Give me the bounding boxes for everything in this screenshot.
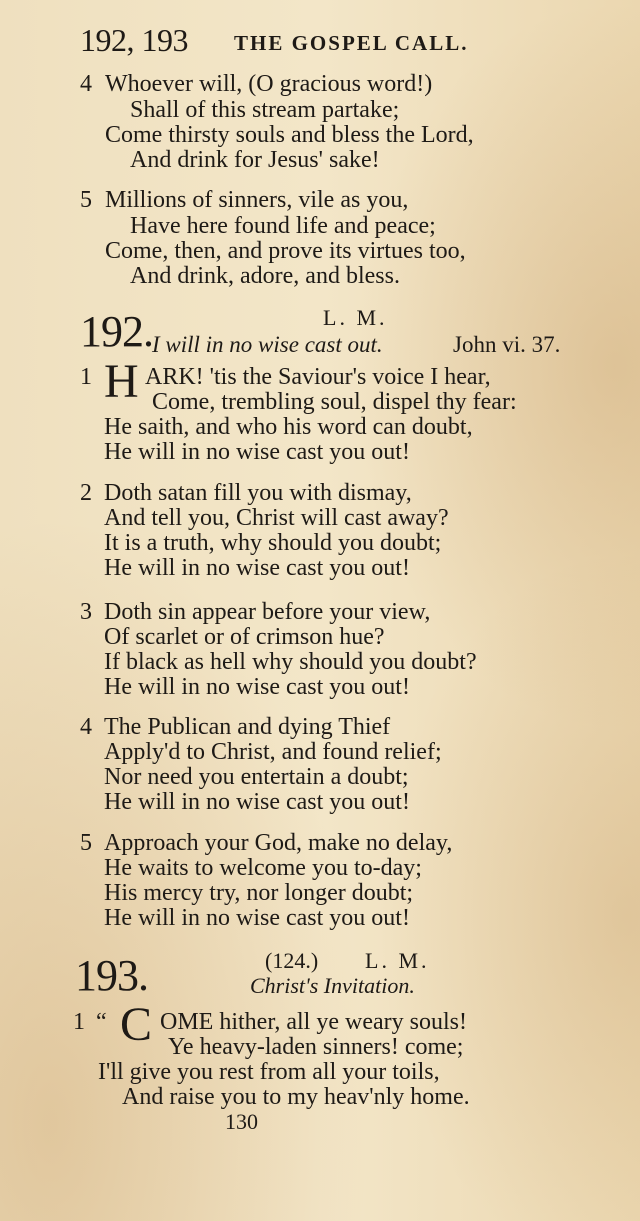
verse-line: Nor need you entertain a doubt; (104, 764, 409, 790)
verse-line: Doth sin appear before your view, (104, 599, 431, 625)
header-hymn-numbers: 192, 193 (80, 22, 188, 58)
running-header (80, 22, 600, 62)
verse-line: Have here found life and peace; (130, 213, 436, 239)
verse-line: Approach your God, make no delay, (104, 830, 453, 856)
hymn-subtitle: Christ's Invitation. (250, 973, 415, 998)
verse-line: He will in no wise cast you out! (104, 789, 410, 815)
verse-line: His mercy try, nor longer doubt; (104, 880, 414, 906)
verse-line: I'll give you rest from all your toils, (98, 1059, 440, 1085)
verse-line: ARK! 'tis the Saviour's voice I hear, (145, 364, 491, 390)
header-title: THE GOSPEL CALL. (234, 31, 469, 55)
open-quote: “ (96, 1009, 107, 1035)
verse-line: The Publican and dying Thief (104, 714, 391, 740)
verse-line: Come thirsty souls and bless the Lord, (105, 122, 474, 148)
verse-line: OME hither, all ye weary souls! (160, 1009, 467, 1035)
verse-line: Doth satan fill you with dismay, (104, 480, 412, 506)
verse-line: Come, trembling soul, dispel thy fear: (152, 389, 517, 415)
alt-hymn-number: (124.) (265, 948, 319, 973)
verse-number: 5 (80, 830, 92, 856)
verse-number: 2 (80, 480, 92, 506)
verse-number: 5 (80, 187, 92, 213)
verse-line: And raise you to my heav'nly home. (122, 1084, 470, 1110)
verse-line: Millions of sinners, vile as you, (105, 187, 409, 213)
verse-line: And drink for Jesus' sake! (130, 147, 380, 173)
verse-line: It is a truth, why should you doubt; (104, 530, 442, 556)
verse-number: 1 (73, 1009, 85, 1035)
verse-line: He waits to welcome you to-day; (104, 855, 422, 881)
hymn-meter: L. M. (323, 305, 388, 330)
verse-line: He will in no wise cast you out! (104, 555, 410, 581)
drop-cap: H (104, 355, 139, 408)
verse-line: Whoever will, (O gracious word!) (105, 71, 433, 97)
verse-line: He saith, and who his word can doubt, (104, 414, 473, 440)
hymn-subtitle (152, 333, 383, 357)
verse-line: Apply'd to Christ, and found relief; (104, 739, 442, 765)
verse-line: And drink, adore, and bless. (130, 263, 400, 289)
verse-number: 4 (80, 71, 92, 97)
verse-line: And tell you, Christ will cast away? (104, 505, 449, 531)
drop-cap: C (120, 998, 153, 1051)
verse-line: Of scarlet or of crimson hue? (104, 624, 385, 650)
verse-line: He will in no wise cast you out! (104, 905, 410, 931)
hymn-subtitle-text: I will in no wise cast out. (152, 332, 383, 357)
hymn-number: 193. (75, 951, 148, 1000)
scripture-reference: John vi. 37. (453, 332, 561, 357)
verse-line: He will in no wise cast you out! (104, 439, 410, 465)
verse-line: Shall of this stream partake; (130, 97, 400, 123)
verse-line: Come, then, and prove its virtues too, (105, 238, 466, 264)
verse-number: 3 (80, 599, 92, 625)
hymn-number: 192. (80, 307, 153, 356)
verse-line: If black as hell why should you doubt? (104, 649, 477, 675)
verse-number: 4 (80, 714, 92, 740)
page-number: 130 (225, 1109, 258, 1134)
verse-number: 1 (80, 364, 92, 390)
verse-line: He will in no wise cast you out! (104, 674, 410, 700)
hymn-meter: L. M. (365, 948, 430, 973)
verse-line: Ye heavy-laden sinners! come; (168, 1034, 464, 1060)
